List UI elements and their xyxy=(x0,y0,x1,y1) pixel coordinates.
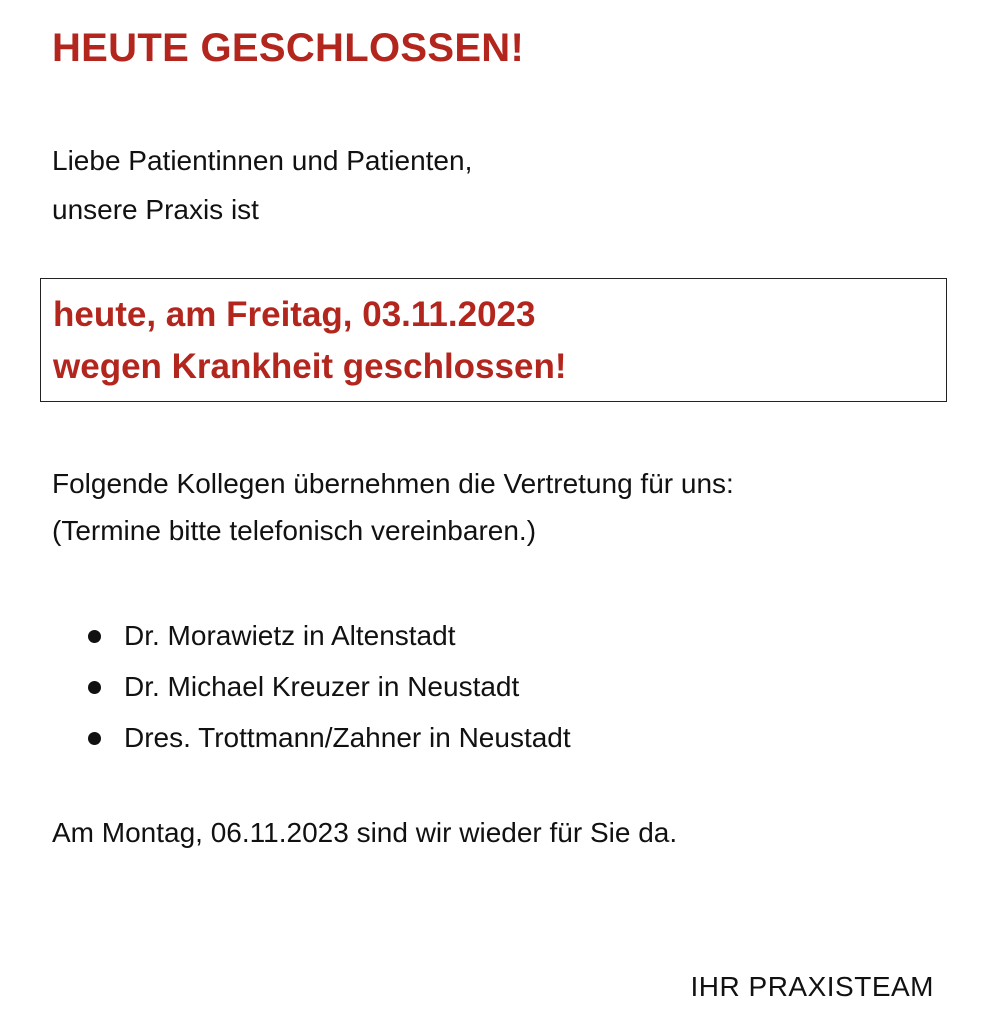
bullet-icon xyxy=(88,681,101,694)
colleague-name: Dr. Michael Kreuzer in Neustadt xyxy=(124,671,520,702)
colleague-name: Dres. Trottmann/Zahner in Neustadt xyxy=(124,722,571,753)
list-item xyxy=(88,712,571,763)
bullet-icon xyxy=(88,732,101,745)
colleague-list xyxy=(88,610,571,763)
reopen-notice: Am Montag, 06.11.2023 sind wir wieder für Sie da. xyxy=(52,817,678,848)
colleagues-intro xyxy=(52,460,734,554)
colleague-name: Dr. Morawietz in Altenstadt xyxy=(124,620,456,651)
bullet-icon xyxy=(88,630,101,643)
signature: IHR PRAXISTEAM xyxy=(690,971,934,1002)
greeting-line-2: unsere Praxis ist xyxy=(52,194,259,225)
colleagues-intro-line-2: (Termine bitte telefonisch vereinbaren.) xyxy=(52,515,537,546)
closure-reason-line: wegen Krankheit geschlossen! xyxy=(53,347,567,386)
closure-date-line: heute, am Freitag, 03.11.2023 xyxy=(53,295,536,334)
colleagues-intro-line-1: Folgende Kollegen übernehmen die Vertretung für uns: xyxy=(52,468,734,499)
list-item xyxy=(88,661,571,712)
greeting xyxy=(52,136,472,234)
closure-notice-box xyxy=(40,278,947,402)
list-item xyxy=(88,610,571,661)
notice-headline: HEUTE GESCHLOSSEN! xyxy=(52,26,525,70)
greeting-line-1: Liebe Patientinnen und Patienten, xyxy=(52,145,473,176)
